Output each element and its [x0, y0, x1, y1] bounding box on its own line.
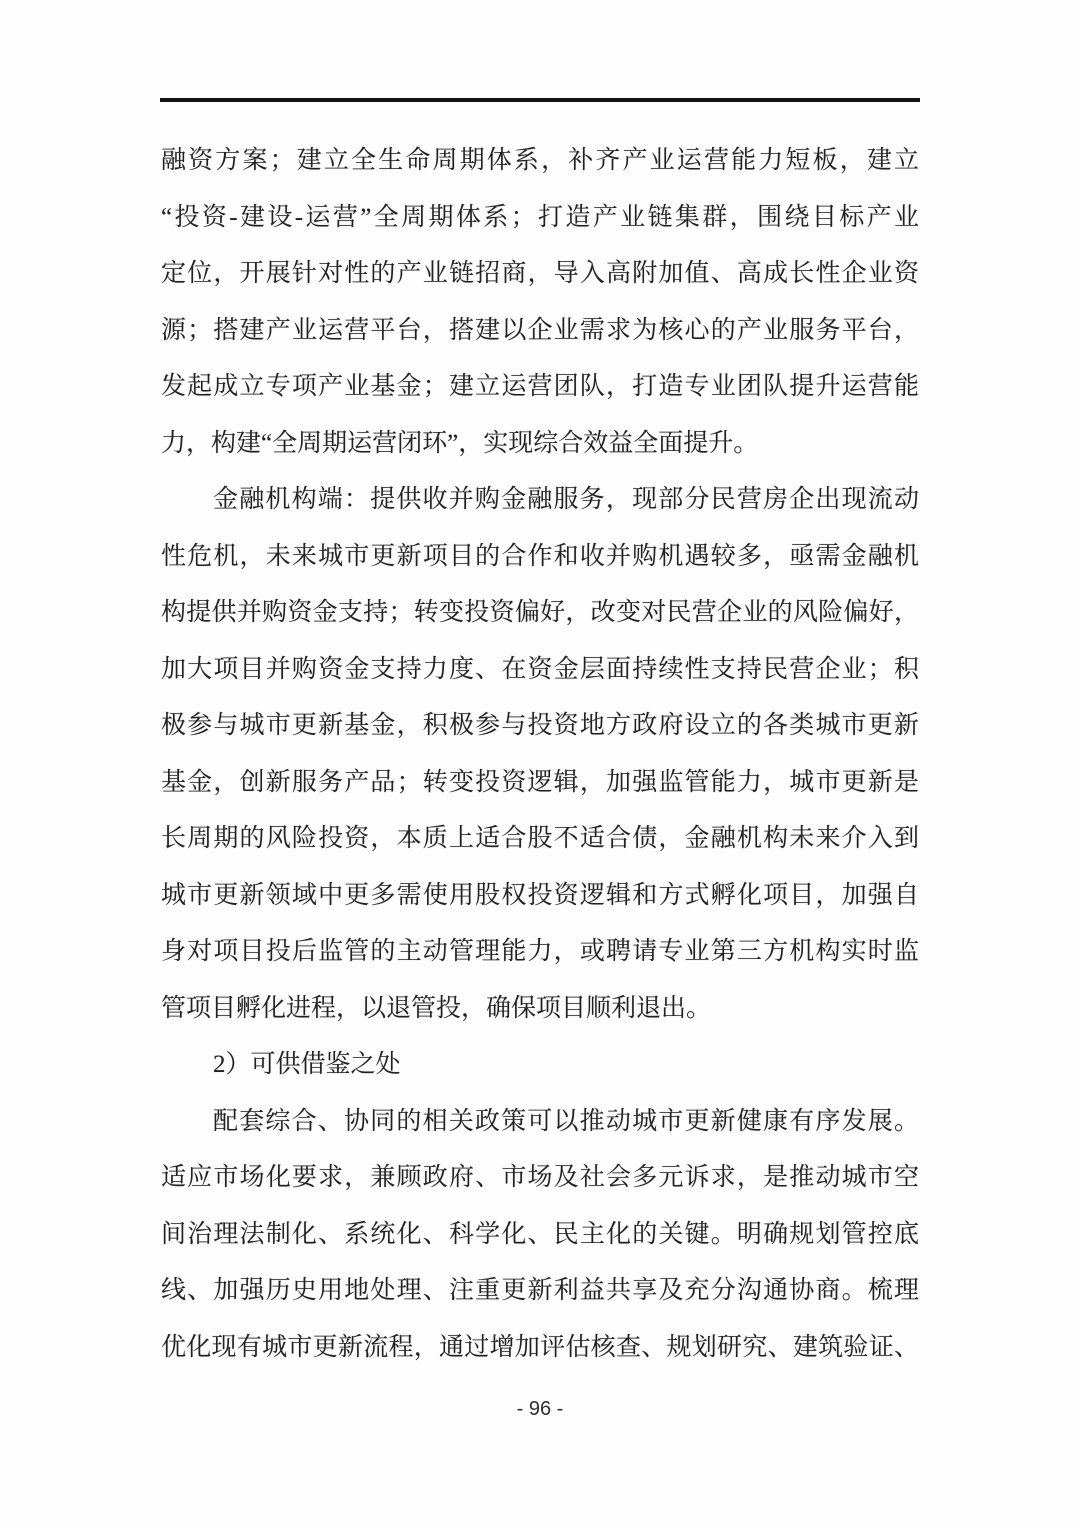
- text-line: 身对项目投后监管的主动管理能力，或聘请专业第三方机构实时监: [161, 938, 919, 965]
- text-line: 源；搭建产业运营平台，搭建以企业需求为核心的产业服务平台，: [161, 316, 919, 344]
- text-line: 配套综合、协同的相关政策可以推动城市更新健康有序发展。: [213, 1107, 919, 1135]
- text-line: 间治理法制化、系统化、科学化、民主化的关键。明确规划管控底: [161, 1220, 919, 1248]
- text-line: 线、加强历史用地处理、注重更新利益共享及充分沟通协商。梳理: [161, 1277, 919, 1304]
- text-line: 发起成立专项产业基金；建立运营团队，打造专业团队提升运营能: [161, 373, 919, 400]
- text-line: 极参与城市更新基金，积极参与投资地方政府设立的各类城市更新: [161, 712, 919, 739]
- text-line: 城市更新领域中更多需使用股权投资逻辑和方式孵化项目，加强自: [161, 881, 919, 909]
- text-line: 金融机构端：提供收并购金融服务，现部分民营房企出现流动: [213, 486, 919, 513]
- text-line: 2）可供借鉴之处: [213, 1051, 401, 1078]
- text-line: 适应市场化要求，兼顾政府、市场及社会多元诉求，是推动城市空: [161, 1164, 919, 1191]
- text-line: “投资-建设-运营”全周期体系；打造产业链集群，围绕目标产业: [161, 203, 919, 231]
- text-line: 优化现有城市更新流程，通过增加评估核查、规划研究、建筑验证、: [161, 1333, 919, 1361]
- text-line: 构提供并购资金支持；转变投资偏好，改变对民营企业的风险偏好，: [161, 599, 919, 626]
- text-line: 管项目孵化进程，以退管投，确保项目顺利退出。: [161, 994, 712, 1022]
- text-line: 基金，创新服务产品；转变投资逻辑，加强监管能力，城市更新是: [161, 768, 919, 796]
- text-line: 性危机，未来城市更新项目的合作和收并购机遇较多，亟需金融机: [161, 542, 919, 570]
- header-rule: [160, 98, 920, 102]
- document-body: [161, 133, 919, 1376]
- text-line: 力，构建“全周期运营闭环”，实现综合效益全面提升。: [161, 429, 759, 457]
- text-line: 融资方案；建立全生命周期体系，补齐产业运营能力短板，建立: [161, 147, 919, 174]
- text-line: 长周期的风险投资，本质上适合股不适合债，金融机构未来介入到: [161, 825, 919, 852]
- page-number: - 96 -: [516, 1398, 564, 1420]
- text-line: 加大项目并购资金支持力度、在资金层面持续性支持民营企业；积: [161, 655, 919, 683]
- text-line: 定位，开展针对性的产业链招商，导入高附加值、高成长性企业资: [161, 260, 919, 287]
